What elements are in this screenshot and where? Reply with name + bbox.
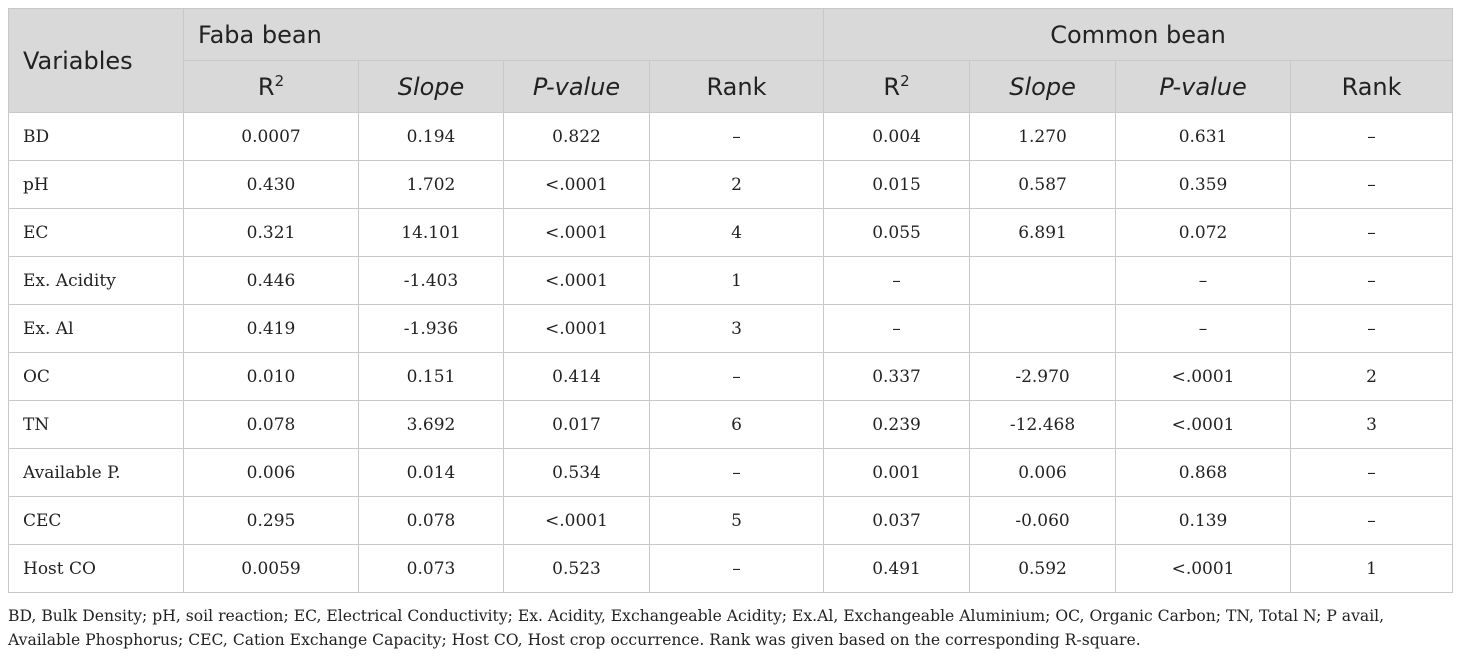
cell-common-pvalue: 0.139 (1116, 497, 1291, 545)
cell-variable: EC (9, 209, 184, 257)
cell-faba-pvalue: <.0001 (504, 257, 650, 305)
cell-common-r2: 0.001 (824, 449, 970, 497)
cell-faba-pvalue: <.0001 (504, 497, 650, 545)
cell-variable: CEC (9, 497, 184, 545)
cell-common-pvalue: <.0001 (1116, 545, 1291, 593)
cell-faba-rank: – (650, 353, 824, 401)
cell-common-rank: – (1291, 497, 1453, 545)
header-faba-slope: Slope (359, 61, 504, 113)
table-row (9, 353, 1453, 401)
cell-faba-rank: 6 (650, 401, 824, 449)
cell-common-slope: 0.587 (970, 161, 1116, 209)
cell-common-rank: – (1291, 449, 1453, 497)
cell-common-slope (970, 305, 1116, 353)
cell-common-slope: 0.592 (970, 545, 1116, 593)
cell-faba-r2: 0.078 (184, 401, 359, 449)
cell-common-pvalue: – (1116, 257, 1291, 305)
cell-faba-pvalue: <.0001 (504, 161, 650, 209)
cell-faba-slope: 0.151 (359, 353, 504, 401)
cell-common-rank: – (1291, 161, 1453, 209)
cell-faba-r2: 0.0007 (184, 113, 359, 161)
cell-common-rank: – (1291, 257, 1453, 305)
cell-faba-r2: 0.446 (184, 257, 359, 305)
table-row (9, 401, 1453, 449)
cell-faba-slope: -1.403 (359, 257, 504, 305)
cell-common-slope: 6.891 (970, 209, 1116, 257)
cell-common-rank: 2 (1291, 353, 1453, 401)
cell-common-r2: 0.239 (824, 401, 970, 449)
table-row (9, 209, 1453, 257)
cell-faba-pvalue: 0.822 (504, 113, 650, 161)
cell-common-slope: 0.006 (970, 449, 1116, 497)
header-common-slope: Slope (970, 61, 1116, 113)
header-common-rank: Rank (1291, 61, 1453, 113)
cell-common-rank: 1 (1291, 545, 1453, 593)
table-row (9, 161, 1453, 209)
table-row (9, 113, 1453, 161)
cell-faba-slope: 0.078 (359, 497, 504, 545)
cell-faba-r2: 0.419 (184, 305, 359, 353)
header-faba-r2: $R^2$ (184, 61, 359, 113)
cell-common-rank: – (1291, 209, 1453, 257)
cell-faba-slope: 0.073 (359, 545, 504, 593)
header-faba-pvalue: P-value (504, 61, 650, 113)
cell-common-r2: 0.055 (824, 209, 970, 257)
cell-variable: Host CO (9, 545, 184, 593)
cell-common-slope: -12.468 (970, 401, 1116, 449)
cell-common-rank: 3 (1291, 401, 1453, 449)
cell-common-pvalue: 0.359 (1116, 161, 1291, 209)
header-group-faba-bean: Faba bean (184, 9, 824, 61)
table-row (9, 257, 1453, 305)
table-row (9, 497, 1453, 545)
table-header (9, 9, 1453, 113)
cell-faba-r2: 0.295 (184, 497, 359, 545)
table-row (9, 305, 1453, 353)
cell-variable: OC (9, 353, 184, 401)
cell-variable: TN (9, 401, 184, 449)
cell-faba-slope: 3.692 (359, 401, 504, 449)
header-common-pvalue: P-value (1116, 61, 1291, 113)
cell-common-slope (970, 257, 1116, 305)
cell-faba-rank: – (650, 113, 824, 161)
cell-variable: Ex. Acidity (9, 257, 184, 305)
cell-variable: BD (9, 113, 184, 161)
cell-variable: Ex. Al (9, 305, 184, 353)
cell-common-slope: -2.970 (970, 353, 1116, 401)
cell-common-pvalue: 0.631 (1116, 113, 1291, 161)
table-row (9, 449, 1453, 497)
cell-common-r2: 0.337 (824, 353, 970, 401)
cell-faba-pvalue: 0.414 (504, 353, 650, 401)
cell-common-pvalue: 0.868 (1116, 449, 1291, 497)
table-row (9, 545, 1453, 593)
cell-faba-r2: 0.430 (184, 161, 359, 209)
cell-faba-pvalue: <.0001 (504, 305, 650, 353)
cell-faba-rank: – (650, 449, 824, 497)
cell-faba-r2: 0.321 (184, 209, 359, 257)
cell-common-r2: – (824, 305, 970, 353)
cell-common-rank: – (1291, 305, 1453, 353)
cell-faba-r2: 0.0059 (184, 545, 359, 593)
cell-faba-r2: 0.006 (184, 449, 359, 497)
cell-variable: Available P. (9, 449, 184, 497)
cell-variable: pH (9, 161, 184, 209)
cell-common-pvalue: – (1116, 305, 1291, 353)
results-table (8, 8, 1453, 593)
cell-faba-rank: – (650, 545, 824, 593)
cell-faba-slope: 14.101 (359, 209, 504, 257)
cell-faba-pvalue: 0.534 (504, 449, 650, 497)
cell-faba-rank: 3 (650, 305, 824, 353)
cell-faba-r2: 0.010 (184, 353, 359, 401)
cell-faba-pvalue: 0.523 (504, 545, 650, 593)
cell-common-r2: 0.491 (824, 545, 970, 593)
cell-common-r2: 0.015 (824, 161, 970, 209)
cell-common-r2: 0.037 (824, 497, 970, 545)
cell-faba-slope: -1.936 (359, 305, 504, 353)
cell-common-r2: – (824, 257, 970, 305)
cell-faba-rank: 4 (650, 209, 824, 257)
cell-common-rank: – (1291, 113, 1453, 161)
cell-common-slope: -0.060 (970, 497, 1116, 545)
table-body (9, 113, 1453, 593)
cell-faba-slope: 1.702 (359, 161, 504, 209)
cell-faba-pvalue: 0.017 (504, 401, 650, 449)
header-group-common-bean: Common bean (824, 9, 1453, 61)
cell-common-pvalue: <.0001 (1116, 401, 1291, 449)
cell-faba-rank: 1 (650, 257, 824, 305)
cell-common-slope: 1.270 (970, 113, 1116, 161)
cell-common-pvalue: <.0001 (1116, 353, 1291, 401)
cell-faba-slope: 0.194 (359, 113, 504, 161)
cell-faba-slope: 0.014 (359, 449, 504, 497)
table-footnote: BD, Bulk Density; pH, soil reaction; EC, Electrical Conductivity; Ex. Acidity, Exchangeable Acidity; Ex.Al, Exchangeable Aluminium; OC, Organic Carbon; TN, Total N; P avail, Available Phosphorus; CEC, Cation Exchange Capacity; Host CO, Host crop occurrence. Rank was given based on the corresponding R-square. (8, 607, 1385, 649)
header-faba-rank: Rank (650, 61, 824, 113)
cell-faba-rank: 2 (650, 161, 824, 209)
cell-faba-rank: 5 (650, 497, 824, 545)
header-variables: Variables (9, 9, 184, 113)
header-common-r2: $R^2$ (824, 61, 970, 113)
cell-faba-pvalue: <.0001 (504, 209, 650, 257)
cell-common-r2: 0.004 (824, 113, 970, 161)
cell-common-pvalue: 0.072 (1116, 209, 1291, 257)
